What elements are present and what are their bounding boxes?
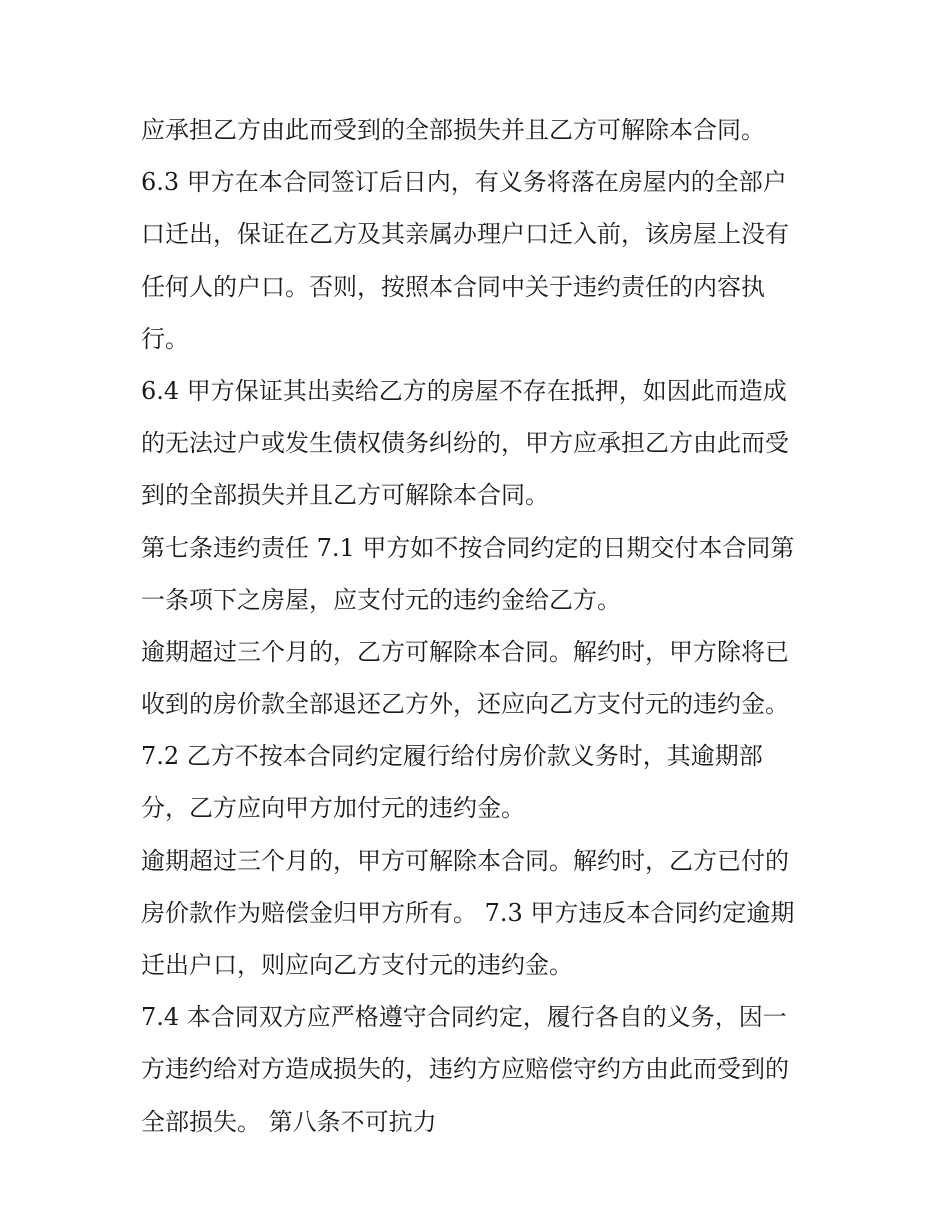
text-line: 行。 [141, 324, 189, 353]
text-line: 应承担乙方由此而受到的全部损失并且乙方可解除本合同。 [141, 116, 765, 144]
text-line: 方违约给对方造成损失的，违约方应赔偿守约方由此而受到的 [141, 1055, 789, 1084]
text-line: 迁出户口，则应向乙方支付元的违约金。 [141, 951, 573, 979]
text-line: 任何人的户口。否则，按照本合同中关于违约责任的内容执 [141, 272, 765, 301]
text-line: 全部损失。 第八条不可抗力 [141, 1107, 437, 1136]
text-line: 分，乙方应向甲方加付元的违约金。 [141, 794, 525, 823]
text-line: 7.4 本合同双方应严格遵守合同约定，履行各自的义务，因一 [141, 1003, 787, 1032]
text-line: 口迁出，保证在乙方及其亲属办理户口迁入前，该房屋上没有 [141, 220, 789, 249]
text-line: 房价款作为赔偿金归甲方所有。 7.3 甲方违反本合同约定逾期 [141, 898, 795, 927]
text-line: 的无法过户或发生债权债务纠纷的，甲方应承担乙方由此而受 [141, 429, 789, 458]
text-line: 第七条违约责任 7.1 甲方如不按合同约定的日期交付本合同第 [141, 533, 795, 562]
text-line: 7.2 乙方不按本合同约定履行给付房价款义务时，其逾期部 [141, 742, 763, 771]
contract-text-body [141, 104, 831, 1148]
text-line: 6.4 甲方保证其出卖给乙方的房屋不存在抵押，如因此而造成 [141, 376, 787, 405]
text-line: 一条项下之房屋，应支付元的违约金给乙方。 [141, 585, 621, 614]
text-line: 到的全部损失并且乙方可解除本合同。 [141, 481, 549, 510]
text-line: 收到的房价款全部退还乙方外，还应向乙方支付元的违约金。 [141, 690, 789, 719]
text-line: 6.3 甲方在本合同签订后日内，有义务将落在房屋内的全部户 [141, 168, 787, 197]
text-line: 逾期超过三个月的，甲方可解除本合同。解约时，乙方已付的 [141, 846, 789, 875]
text-line: 逾期超过三个月的，乙方可解除本合同。解约时，甲方除将已 [141, 637, 789, 666]
